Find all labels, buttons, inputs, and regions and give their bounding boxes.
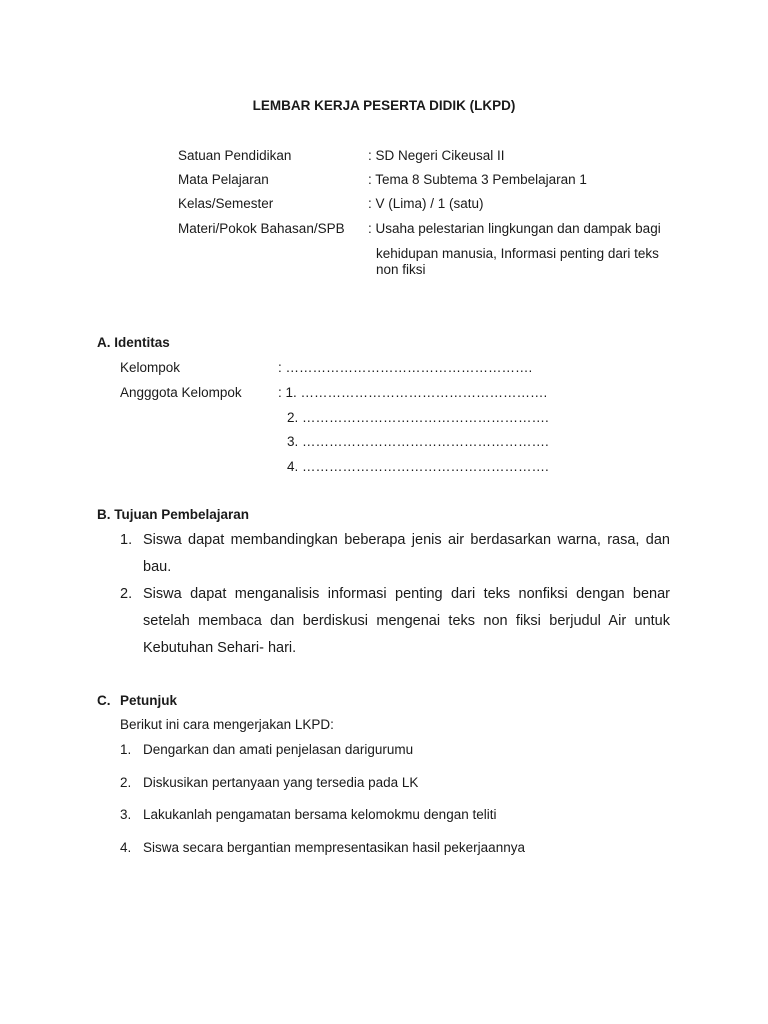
petunjuk-item-1-number: 1. [120,742,132,757]
petunjuk-item-2-text: Diskusikan pertanyaan yang tersedia pada LK [143,775,419,790]
info-materi-cont1: kehidupan manusia, Informasi penting dari teks [376,246,659,261]
info-materi-value: : Usaha pelestarian lingkungan dan dampak bagi [368,221,661,236]
tujuan-item-2-number: 2. [120,586,133,602]
tujuan-item-1-line2: bau. [143,559,172,575]
petunjuk-item-1-text: Dengarkan dan amati penjelasan darigurumu [143,742,414,757]
tujuan-item-1-line1: Siswa dapat membandingkan beberapa jenis air berdasarkan warna, rasa, dan [143,532,670,548]
tujuan-item-2-line3: Kebutuhan Sehari- hari. [143,640,297,656]
tujuan-item-2-line2: setelah membaca dan berdiskusi mengenai teks non fiksi berjudul Air untuk [143,613,670,629]
petunjuk-item-3-number: 3. [120,807,132,822]
section-c-letter: C. [97,693,111,708]
anggota-label: Angggota Kelompok [120,385,242,400]
anggota-field-3: 3. ………………………………………………. [287,434,549,449]
petunjuk-item-2-number: 2. [120,775,132,790]
petunjuk-item-4-number: 4. [120,840,132,855]
tujuan-item-2-line1: Siswa dapat menganalisis informasi penting dari teks nonfiksi dengan benar [143,586,670,602]
kelompok-field: : ………………………………………………. [278,360,533,375]
info-kelas-value: : V (Lima) / 1 (satu) [368,196,484,211]
anggota-field-2: 2. ………………………………………………. [287,410,549,425]
info-materi-cont2: non fiksi [376,262,426,277]
anggota-field-4: 4. ………………………………………………. [287,459,549,474]
petunjuk-intro: Berikut ini cara mengerjakan LKPD: [120,717,334,732]
info-materi-label: Materi/Pokok Bahasan/SPB [178,221,345,236]
kelompok-label: Kelompok [120,360,181,375]
info-satuan-value: : SD Negeri Cikeusal II [368,148,505,163]
info-mapel-label: Mata Pelajaran [178,172,269,187]
petunjuk-item-4-text: Siswa secara bergantian mempresentasikan hasil pekerjaannya [143,840,525,855]
info-mapel-value: : Tema 8 Subtema 3 Pembelajaran 1 [368,172,587,187]
section-c-heading: Petunjuk [120,693,178,708]
section-b-heading: B. Tujuan Pembelajaran [97,507,250,522]
tujuan-item-1-number: 1. [120,532,133,548]
info-satuan-label: Satuan Pendidikan [178,148,292,163]
petunjuk-item-3-text: Lakukanlah pengamatan bersama kelomokmu dengan teliti [143,807,497,822]
page-title: LEMBAR KERJA PESERTA DIDIK (LKPD) [252,98,516,113]
info-kelas-label: Kelas/Semester [178,196,274,211]
section-a-heading: A. Identitas [97,335,170,350]
anggota-field-1: : 1. ………………………………………………. [278,385,548,400]
